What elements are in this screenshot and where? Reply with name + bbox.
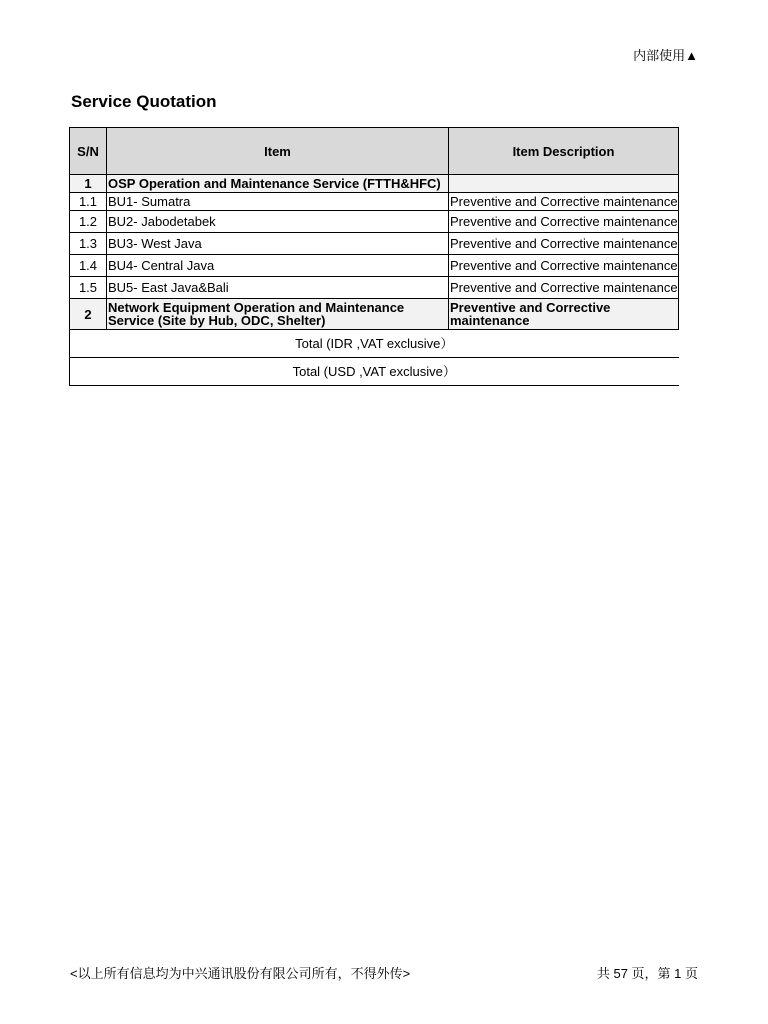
header-item-description: Item Description (449, 128, 679, 175)
row-sn: 1.3 (70, 233, 107, 255)
row-sn: 1.5 (70, 277, 107, 299)
row-item: OSP Operation and Maintenance Service (FTTH&HFC) (107, 175, 449, 193)
confidentiality-notice: <以上所有信息均为中兴通讯股份有限公司所有，不得外传> (70, 966, 411, 981)
row-item: Network Equipment Operation and Maintenance Service (Site by Hub, ODC, Shelter) (107, 299, 449, 330)
classification-label: 内部使用▲ (633, 48, 698, 63)
table-row (70, 175, 679, 193)
header-item: Item (107, 128, 449, 175)
row-sn: 1.4 (70, 255, 107, 277)
row-item: BU1- Sumatra (107, 193, 449, 211)
row-sn: 1.2 (70, 211, 107, 233)
row-item: BU2- Jabodetabek (107, 211, 449, 233)
table-row (70, 211, 679, 233)
row-item: BU4- Central Java (107, 255, 449, 277)
row-sn: 1.1 (70, 193, 107, 211)
row-description: Preventive and Corrective maintenance (449, 277, 679, 299)
row-description: Preventive and Corrective maintenance (449, 299, 679, 330)
total-idr-label: Total (IDR ,VAT exclusive） (70, 330, 679, 358)
row-description (449, 175, 679, 193)
page-number: 共 57 页，第 1 页 (596, 966, 698, 981)
table-row (70, 277, 679, 299)
table-row (70, 299, 679, 330)
row-item: BU5- East Java&Bali (107, 277, 449, 299)
header-sn: S/N (70, 128, 107, 175)
row-item: BU3- West Java (107, 233, 449, 255)
total-row-idr (70, 330, 679, 358)
table-row (70, 255, 679, 277)
page-title: Service Quotation (71, 92, 217, 111)
table-row (70, 233, 679, 255)
table-header-row (70, 128, 679, 175)
total-usd-label: Total (USD ,VAT exclusive） (70, 358, 679, 386)
row-description: Preventive and Corrective maintenance (449, 255, 679, 277)
row-description: Preventive and Corrective maintenance (450, 194, 678, 209)
total-row-usd (70, 358, 679, 386)
row-sn: 2 (70, 299, 107, 330)
table-row (70, 193, 679, 211)
row-sn: 1 (70, 175, 107, 193)
row-description: Preventive and Corrective maintenance (449, 211, 679, 233)
row-description: Preventive and Corrective maintenance (449, 233, 679, 255)
quotation-table (69, 127, 679, 386)
